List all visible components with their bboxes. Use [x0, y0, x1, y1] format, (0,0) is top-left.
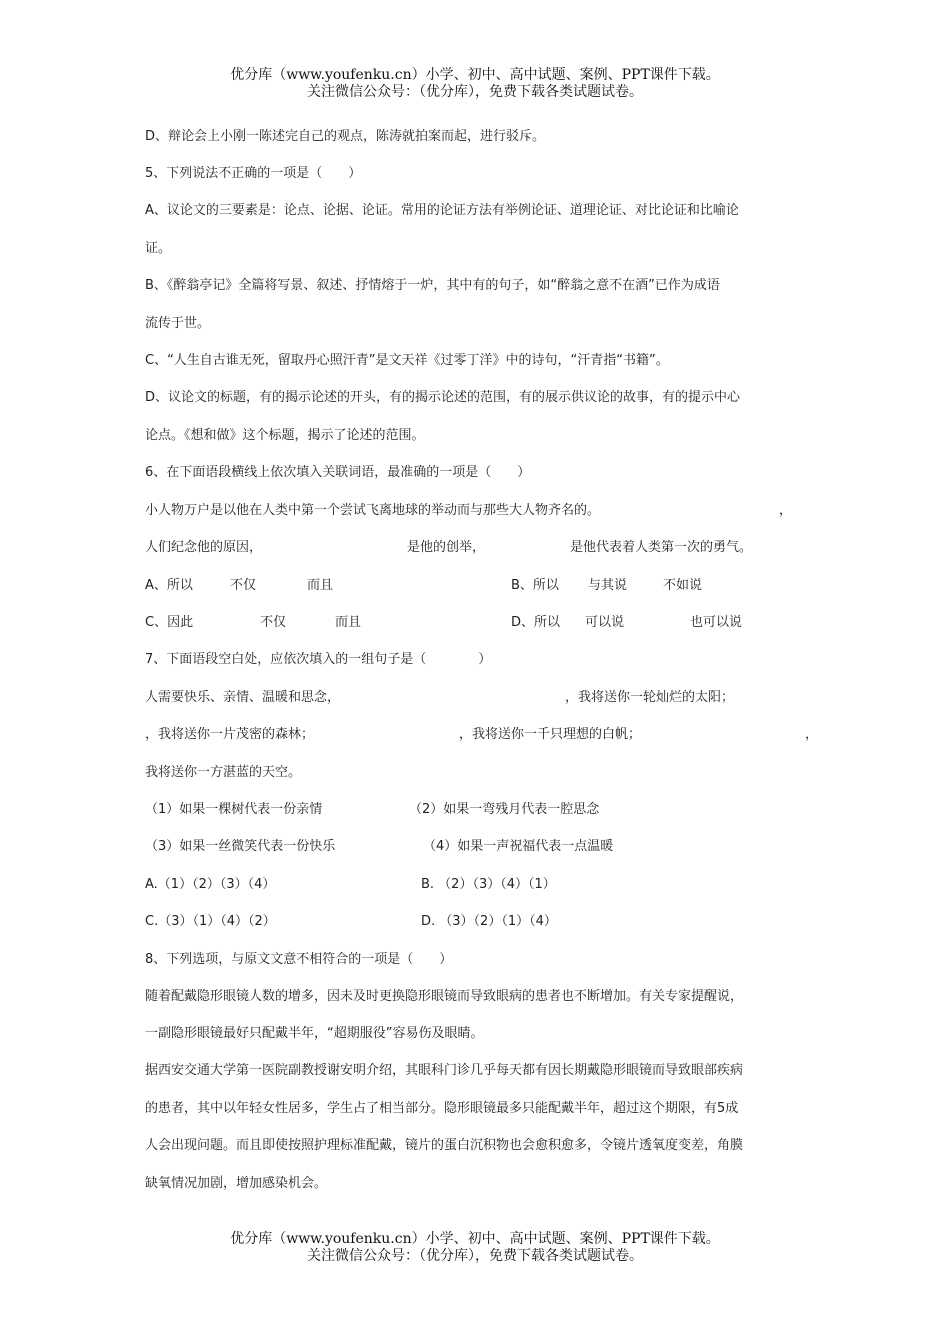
q8-passage-p2-line3: 人会出现问题。而且即使按照护理标准配戴，镜片的蛋白沉积物也会愈积愈多，令镜片透氧度变差，角膜 [145, 1138, 744, 1153]
footer-line-1: 优分库（www.youfenku.cn）小学、初中、高中试题、案例、PPT课件下载。 [230, 1231, 720, 1247]
q5-option-c: C、“人生自古谁无死，留取丹心照汗青”是文天祥《过零丁洋》中的诗句，“汗青指“书籍”。 [145, 353, 669, 368]
footer-line-2: 关注微信公众号：（优分库），免费下载各类试题试卷。 [307, 1248, 643, 1264]
q8-stem: 8、下列选项，与原文文意不相符合的一项是（ ） [145, 952, 453, 967]
q6-option-b-word3: 不如说 [663, 578, 703, 593]
q7-paragraph-line2-b: ，我将送你一千只理想的白帆； [459, 727, 642, 742]
q6-option-a-word1: A、所以 [145, 578, 193, 593]
q6-option-a-word3: 而且 [307, 578, 334, 593]
q6-option-b-word1: B、所以 [511, 578, 559, 593]
q5-option-b-line1: B、《醉翁亭记》全篇将写景、叙述、抒情熔于一炉，其中有的句子，如“醉翁之意不在酒”已作为成语 [145, 278, 720, 293]
q7-sentence-4: （4）如果一声祝福代表一点温暖 [423, 839, 614, 854]
q7-sentence-2: （2）如果一弯残月代表一腔思念 [409, 802, 600, 817]
q6-paragraph-line1: 小人物万户是以他在人类中第一个尝试飞离地球的举动而与那些大人物齐名的。 [145, 503, 601, 518]
q8-passage-p2-line2: 的患者，其中以年轻女性居多，学生占了相当部分。隐形眼镜最多只能配戴半年，超过这个期限，有5成 [145, 1101, 739, 1116]
q7-paragraph-line2-c: ， [805, 727, 819, 742]
q6-option-d-word2: 可以说 [585, 615, 625, 630]
page-header [0, 67, 950, 101]
q7-stem: 7、下面语段空白处，应依次填入的一组句子是（ ） [145, 652, 492, 667]
header-line-2: 关注微信公众号：（优分库），免费下载各类试题试卷。 [307, 84, 643, 100]
q7-option-c: C.（3）（1）（4）（2） [145, 914, 276, 929]
q4-option-d: D、辩论会上小刚一陈述完自己的观点，陈涛就拍案而起，进行驳斥。 [145, 129, 546, 144]
q5-option-b-line2: 流传于世。 [145, 316, 211, 331]
q6-paragraph-line2-c: 是他代表着人类第一次的勇气。 [570, 540, 753, 555]
q5-option-a-line1: A、议论文的三要素是：论点、论据、论证。常用的论证方法有举例论证、道理论证、对比论证和比喻论 [145, 203, 739, 218]
page-footer [0, 1231, 950, 1265]
q6-option-a-word2: 不仅 [230, 578, 257, 593]
q6-paragraph-line2-b: 是他的创举， [407, 540, 486, 555]
q6-option-c-word3: 而且 [335, 615, 362, 630]
q8-passage-p1-line1: 随着配戴隐形眼镜人数的增多，因未及时更换隐形眼镜而导致眼病的患者也不断增加。有关专家提醒说， [145, 989, 744, 1004]
q7-sentence-3: （3）如果一丝微笑代表一份快乐 [145, 839, 336, 854]
q6-option-c-word2: 不仅 [260, 615, 287, 630]
q7-option-b: B. （2）（3）（4）（1） [421, 877, 556, 892]
q5-option-d-line1: D、议论文的标题，有的揭示论述的开头，有的揭示论述的范围，有的展示供议论的故事，有的提示中心 [145, 390, 741, 405]
q6-paragraph-line2-a: 人们纪念他的原因， [145, 540, 263, 555]
q7-paragraph-line2-a: ，我将送你一片茂密的森林； [145, 727, 315, 742]
q7-paragraph-line1-a: 人需要快乐、亲情、温暖和思念， [145, 690, 341, 705]
q7-paragraph-line3: 我将送你一方湛蓝的天空。 [145, 765, 302, 780]
q5-stem: 5、下列说法不正确的一项是（ ） [145, 166, 362, 181]
q8-passage-p2-line1: 据西安交通大学第一医院副教授谢安明介绍，其眼科门诊几乎每天都有因长期戴隐形眼镜而导致眼部疾病 [145, 1063, 744, 1078]
q6-option-c-word1: C、因此 [145, 615, 194, 630]
q6-option-d-word3: 也可以说 [690, 615, 743, 630]
q7-option-d: D. （3）（2）（1）（4） [421, 914, 557, 929]
q5-option-d-line2: 论点。《想和做》这个标题，揭示了论述的范围。 [145, 428, 425, 443]
q6-paragraph-comma: ， [779, 503, 793, 518]
q6-stem: 6、在下面语段横线上依次填入关联词语，最准确的一项是（ ） [145, 465, 531, 480]
q7-sentence-1: （1）如果一棵树代表一份亲情 [145, 802, 323, 817]
q5-option-a-line2: 证。 [145, 241, 172, 256]
q7-paragraph-line1-b: ，我将送你一轮灿烂的太阳； [565, 690, 735, 705]
header-line-1: 优分库（www.youfenku.cn）小学、初中、高中试题、案例、PPT课件下载。 [230, 67, 720, 83]
q7-option-a: A.（1）（2）（3）（4） [145, 877, 276, 892]
q6-option-b-word2: 与其说 [588, 578, 628, 593]
q8-passage-p2-line4: 缺氧情况加剧，增加感染机会。 [145, 1176, 328, 1191]
q8-passage-p1-line2: 一副隐形眼镜最好只配戴半年，“超期服役”容易伤及眼睛。 [145, 1026, 484, 1041]
q6-option-d-word1: D、所以 [511, 615, 561, 630]
